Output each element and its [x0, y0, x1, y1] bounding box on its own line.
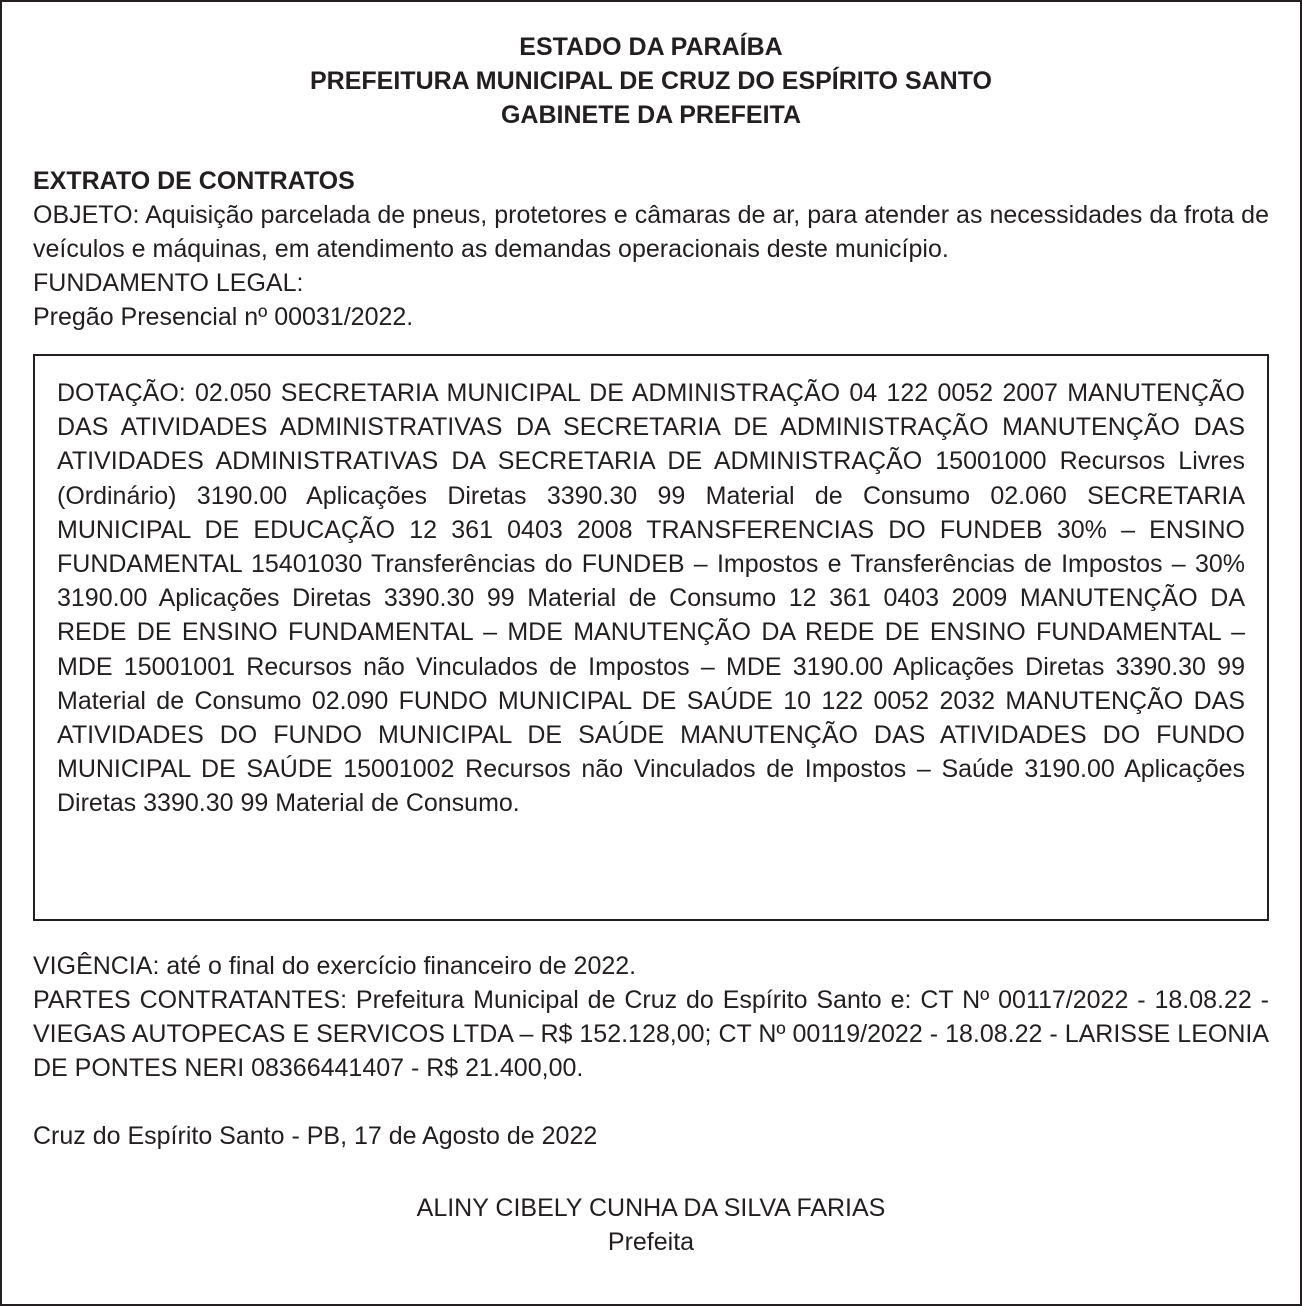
objeto-paragraph: OBJETO: Aquisição parcelada de pneus, protetores e câmaras de ar, para atender as necessidades da frota de veículos e máquinas, em atendimento as demandas operacionais deste município. [33, 201, 1269, 263]
header-prefecture: PREFEITURA MUNICIPAL DE CRUZ DO ESPÍRITO SANTO [310, 67, 992, 95]
date-line: Cruz do Espírito Santo - PB, 17 de Agosto de 2022 [33, 1122, 598, 1150]
fundamento-value: Pregão Presencial nº 00031/2022. [33, 303, 414, 331]
signatory-name: ALINY CIBELY CUNHA DA SILVA FARIAS [416, 1194, 886, 1222]
header-state: ESTADO DA PARAÍBA [519, 33, 783, 61]
signature-block [33, 1191, 1269, 1259]
fundamento-label: FUNDAMENTO LEGAL: [33, 269, 304, 297]
vigencia-paragraph: VIGÊNCIA: até o final do exercício financeiro de 2022. [33, 952, 637, 980]
dotacao-paragraph: DOTAÇÃO: 02.050 SECRETARIA MUNICIPAL DE ADMINISTRAÇÃO 04 122 0052 2007 MANUTENÇÃO DAS ATIVIDADES ADMINISTRATIVAS DA SECRETARIA DE ADMINISTRAÇÃO MANUTENÇÃO DAS ATIVIDADES ADMINISTRATIVAS DA SECRETARIA DE ADMINISTRAÇÃO 15001000 Recursos Livres (Ordinário) 3190.00 Aplicações Diretas 3390.30 99 Material de Consumo 02.060 SECRETARIA MUNICIPAL DE EDUCAÇÃO 12 361 0403 2008 TRANSFERENCIAS DO FUNDEB 30% – ENSINO FUNDAMENTAL 15401030 Transferências do FUNDEB – Impostos e Transferências de Impostos – 30% 3190.00 Aplicações Diretas 3390.30 99 Material de Consumo 12 361 0403 2009 MANUTENÇÃO DA REDE DE ENSINO FUNDAMENTAL – MDE MANUTENÇÃO DA REDE DE ENSINO FUNDAMENTAL – MDE 15001001 Recursos não Vinculados de Impostos – MDE 3190.00 Aplicações Diretas 3390.30 99 Material de Consumo 02.090 FUNDO MUNICIPAL DE SAÚDE 10 122 0052 2032 MANUTENÇÃO DAS ATIVIDADES DO FUNDO MUNICIPAL DE SAÚDE MANUTENÇÃO DAS ATIVIDADES DO FUNDO MUNICIPAL DE SAÚDE 15001002 Recursos não Vinculados de Impostos – Saúde 3190.00 Aplicações Diretas 3390.30 99 Material de Consumo. [57, 379, 1245, 818]
contract-details [33, 949, 1269, 1085]
document-header [33, 30, 1269, 132]
extract-title: EXTRATO DE CONTRATOS [33, 167, 355, 195]
signatory-role: Prefeita [607, 1228, 695, 1256]
dotacao-box [33, 354, 1269, 921]
header-office: GABINETE DA PREFEITA [500, 101, 801, 129]
partes-paragraph: PARTES CONTRATANTES: Prefeitura Municipal de Cruz do Espírito Santo e: CT Nº 00117/2022 - 18.08.22 - VIEGAS AUTOPECAS E SERVICOS LTDA – R$ 152.128,00; CT Nº 00119/2022 - 18.08.22 - LARISSE LEONIA DE PONTES NERI 08366441407 - R$ 21.400,00. [33, 986, 1269, 1082]
